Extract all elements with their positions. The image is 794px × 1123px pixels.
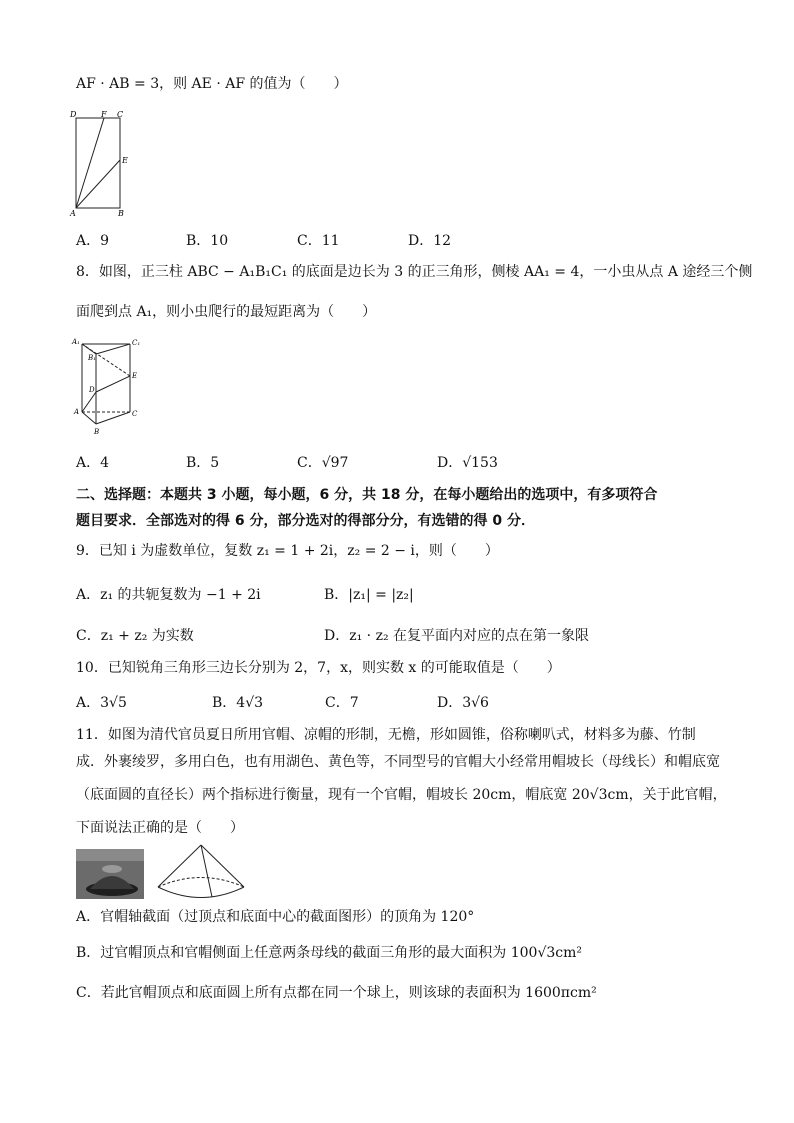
q9-option-b[interactable]: B．|z₁| = |z₂| (324, 587, 414, 603)
q11-cone-figure (154, 842, 248, 902)
section2-heading-line1: 二、选择题：本题共 3 小题，每小题，6 分，共 18 分，在每小题给出的选项中，有多项符合 (76, 487, 658, 503)
q7-label-E: E (122, 156, 128, 165)
q7-label-D: D (70, 110, 77, 119)
q10-option-d[interactable]: D．3√6 (437, 695, 489, 711)
q7-option-d[interactable]: D．12 (408, 233, 452, 249)
q8-label-B: B (94, 428, 100, 436)
q11-option-b[interactable]: B．过官帽顶点和官帽侧面上任意两条母线的截面三角形的最大面积为 100√3cm² (76, 945, 583, 961)
q8-label-E: E (132, 372, 138, 380)
q10-option-a[interactable]: A．3√5 (76, 695, 127, 711)
q8-option-c[interactable]: C．√97 (297, 455, 349, 471)
q8-label-D: D (89, 386, 95, 394)
q7-rectangle (76, 118, 120, 208)
q7-segment-AE (76, 160, 120, 208)
section2-heading-line2: 题目要求．全部选对的得 6 分，部分选对的得部分分，有选错的得 0 分． (76, 513, 535, 529)
q7-segment-AF (76, 118, 104, 208)
q8-stem-line2: 面爬到点 A₁，则小虫爬行的最短距离为（ ） (76, 304, 377, 320)
q7-label-C: C (117, 110, 124, 119)
q7-stem-tail: AF · AB = 3，则 AE · AF 的值为（ ） (76, 76, 348, 92)
q10-stem: 10．已知锐角三角形三边长分别为 2，7，x，则实数 x 的可能取值是（ ） (76, 660, 561, 676)
q10-option-b[interactable]: B．4√3 (212, 695, 264, 711)
q11-stem-line2: 成．外裹绫罗，多用白色，也有用湖色、黄色等，不同型号的官帽大小经常用帽坡长（母线长）和帽底宽 (76, 754, 720, 770)
q8-option-b[interactable]: B．5 (186, 455, 220, 471)
q8-option-d[interactable]: D．√153 (437, 455, 498, 471)
q10-option-c[interactable]: C．7 (325, 695, 359, 711)
q9-option-c[interactable]: C．z₁ + z₂ 为实数 (76, 628, 194, 644)
q7-label-B: B (118, 209, 124, 218)
q9-option-a[interactable]: A．z₁ 的共轭复数为 −1 + 2i (76, 587, 261, 603)
official-hat-photo (76, 849, 144, 899)
q8-label-C1: C₁ (132, 339, 141, 347)
q8-label-B1: B₁ (88, 354, 96, 362)
q8-label-A: A (74, 408, 80, 416)
q11-option-a[interactable]: A．官帽轴截面（过顶点和底面中心的截面图形）的顶角为 120° (76, 909, 475, 925)
q11-stem-line1: 11．如图为清代官员夏日所用官帽、凉帽的形制，无檐，形如圆锥，俗称喇叭式，材料多为藤、竹制 (76, 727, 696, 743)
q7-figure (68, 108, 134, 218)
q9-option-d[interactable]: D．z₁ · z₂ 在复平面内对应的点在第一象限 (324, 628, 590, 644)
q7-label-F: F (101, 110, 107, 119)
q7-option-b[interactable]: B．10 (186, 233, 229, 249)
q7-label-A: A (70, 209, 76, 218)
q11-option-c[interactable]: C．若此官帽顶点和底面圆上所有点都在同一个球上，则该球的表面积为 1600πcm² (76, 985, 597, 1001)
q8-label-C: C (132, 410, 138, 418)
q8-figure (68, 336, 148, 440)
q11-stem-line3: （底面圆的直径长）两个指标进行衡量，现有一个官帽，帽坡长 20cm，帽底宽 20√3cm，关于此官帽， (76, 787, 727, 803)
q11-stem-line4: 下面说法正确的是（ ） (76, 820, 244, 836)
q9-stem: 9．已知 i 为虚数单位，复数 z₁ = 1 + 2i，z₂ = 2 − i，则（ ） (76, 543, 499, 559)
q8-label-A1: A₁ (72, 338, 80, 346)
q7-option-c[interactable]: C．11 (297, 233, 340, 249)
q8-option-a[interactable]: A．4 (76, 455, 110, 471)
q7-option-a[interactable]: A．9 (76, 233, 110, 249)
q8-stem-line1: 8．如图，正三柱 ABC − A₁B₁C₁ 的底面是边长为 3 的正三角形，侧棱 AA₁ = 4，一小虫从点 A 途经三个侧 (76, 264, 753, 280)
